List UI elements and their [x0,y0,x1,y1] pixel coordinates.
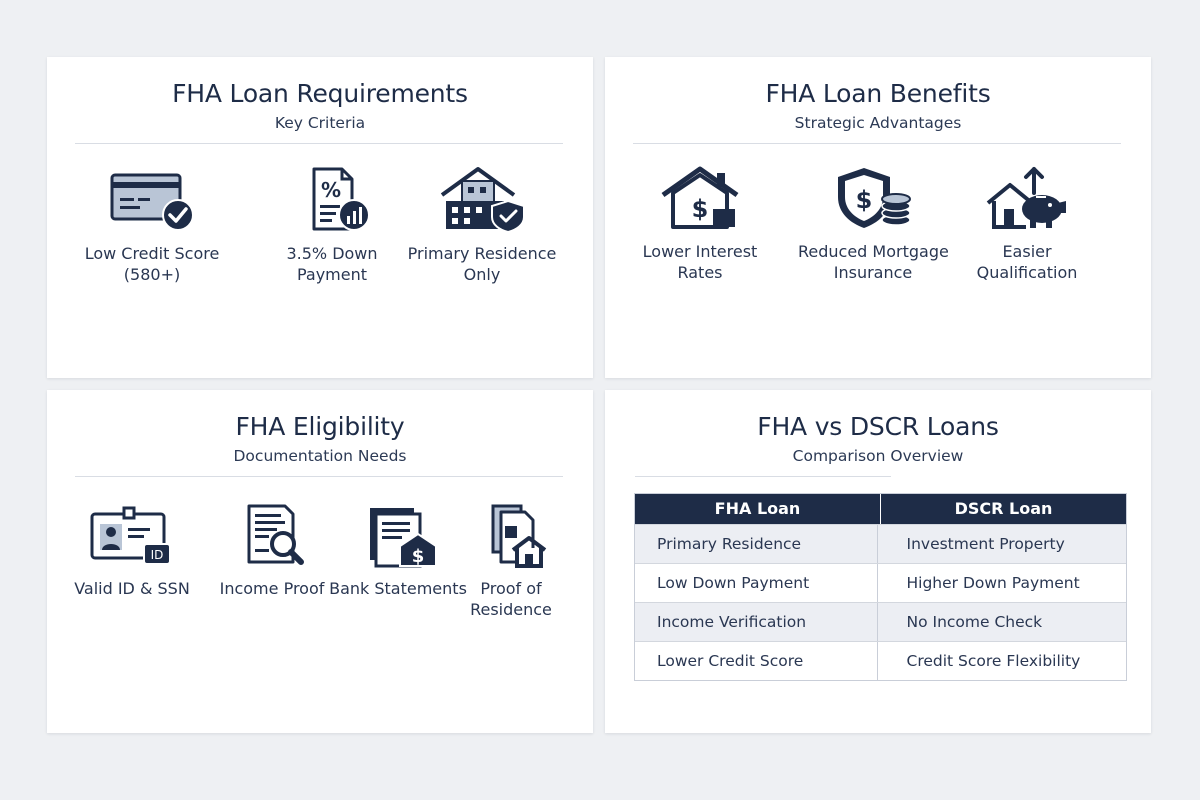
shield-dollar-coins-icon [828,165,918,231]
requirement-down-payment [257,167,407,285]
eligibility-subtitle: Documentation Needs [233,447,407,465]
house-piggy-bank-icon [982,165,1072,231]
comparison-card [605,390,1151,733]
svg-text:$: $ [691,195,709,223]
requirements-title: FHA Loan Requirements [172,79,468,108]
benefits-divider [633,143,1121,144]
percent-document-icon [284,167,380,233]
benefit-lower-rates-label: Lower Interest Rates [642,242,758,282]
house-dollar-icon [655,165,745,231]
table-row [635,641,1126,680]
table-row [635,563,1126,602]
eligibility-valid-id [57,504,207,599]
benefits-title: FHA Loan Benefits [765,79,991,108]
svg-text:ID: ID [150,548,164,562]
svg-text:$: $ [411,546,425,567]
comparison-header-row [635,494,1126,524]
table-row [635,602,1126,641]
eligibility-divider [75,476,563,477]
benefit-lower-rates [625,165,775,283]
eligibility-proof-of-residence-label: Proof of Residence [470,579,552,619]
benefit-reduced-insurance [798,165,948,283]
requirements-subtitle: Key Criteria [274,114,366,132]
table-cell-fha: Low Down Payment [635,564,878,602]
eligibility-card [47,390,593,733]
comparison-rows [635,524,1126,680]
table-cell-dscr: Investment Property [906,535,1065,553]
comparison-header-dscr: DSCR Loan [954,499,1053,518]
requirement-primary-residence-label: Primary Residence Only [407,244,557,284]
benefit-easier-qualification-label: Easier Qualification [976,242,1078,282]
eligibility-title: FHA Eligibility [235,412,405,441]
requirement-primary-residence [407,165,557,285]
comparison-subtitle: Comparison Overview [792,447,964,465]
house-shield-icon [432,165,532,233]
eligibility-bank-statements-label: Bank Statements [329,579,467,598]
requirement-credit-score-label: Low Credit Score (580+) [84,244,220,284]
credit-card-check-icon [104,169,200,233]
residence-document-icon [463,502,559,568]
eligibility-valid-id-label: Valid ID & SSN [74,579,190,598]
comparison-divider [635,476,891,477]
requirement-down-payment-label: 3.5% Down Payment [286,244,378,284]
comparison-table [634,493,1127,681]
comparison-header-fha: FHA Loan [635,494,881,524]
id-card-icon [84,504,180,568]
table-cell-fha: Lower Credit Score [635,642,878,680]
benefit-easier-qualification [952,165,1102,283]
svg-text:$: $ [855,186,873,214]
requirements-divider [75,143,563,144]
bank-statement-icon [350,502,446,568]
benefits-card [605,57,1151,378]
eligibility-proof-of-residence [436,502,586,620]
comparison-title: FHA vs DSCR Loans [757,412,999,441]
document-magnifier-icon [227,502,317,568]
eligibility-income-proof-label: Income Proof [219,579,325,598]
requirements-card [47,57,593,378]
benefit-reduced-insurance-label: Reduced Mortgage Insurance [798,242,949,282]
requirement-credit-score [77,169,227,285]
benefits-subtitle: Strategic Advantages [794,114,962,132]
table-cell-dscr: No Income Check [906,613,1043,631]
table-cell-dscr: Credit Score Flexibility [906,652,1081,670]
table-row [635,524,1126,563]
table-cell-fha: Primary Residence [635,525,878,563]
table-cell-fha: Income Verification [635,603,878,641]
svg-text:%: % [320,178,342,202]
table-cell-dscr: Higher Down Payment [906,574,1080,592]
